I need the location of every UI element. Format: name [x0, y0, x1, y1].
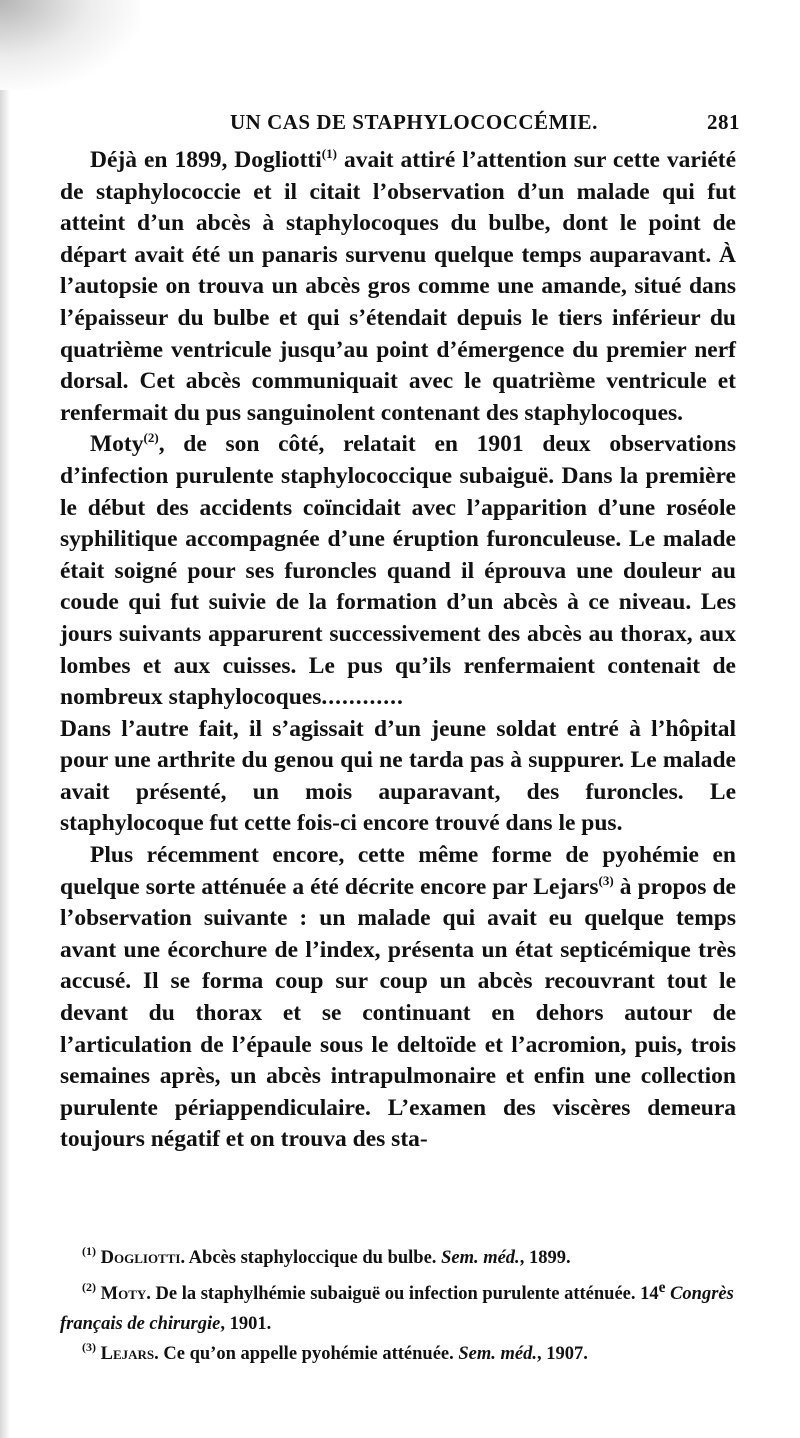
paragraph-text: Plus récemment encore, cette même forme de pyohémie en quelque sorte atténuée a été décrite encore par Lejars — [60, 842, 736, 900]
footnote-ref-3: (3) — [598, 872, 614, 888]
paragraph-soldat — [60, 714, 736, 840]
footnote-marker: (2) — [82, 1280, 96, 1295]
footnote-1 — [60, 1243, 750, 1273]
paragraph-text: , de son côté, relatait en 1901 deux observations d’infection purulente staphylococcique subaiguë. Dans la première le début des accidents coïncidait avec l’apparition d’une roséole syphilitique accompagnée d’une éruption furonculeuse. Le malade était soigné pour ses furoncles quand il éprouva une douleur au coude qui fut suivie de la formation d’un abcès à ce niveau. Les jours suivants apparurent successivement des abcès au thorax, aux lombes et aux cuisses. Le pus qu’ils renfermaient contenait de nombreux staphylocoques — [60, 431, 736, 711]
footnote-ref-1: (1) — [321, 146, 337, 161]
paragraph-moty — [60, 429, 736, 713]
page-number: 281 — [707, 110, 740, 134]
footnote-text: De la staphylhémie subaiguë ou infection purulente atténuée. 14 — [150, 1284, 659, 1305]
scan-shadow-corner — [0, 0, 140, 90]
body-text — [60, 145, 736, 1156]
footnote-2 — [60, 1273, 750, 1339]
footnote-journal: Sem. méd. — [458, 1344, 537, 1365]
paragraph-text: Dans l’autre fait, il s’agissait d’un jeune soldat entré à l’hôpital pour une arthrite du genou qui ne tarda pas à suppurer. Le malade avait présenté, un mois auparavant, des furoncles. Le staphylocoque fut cette fois-ci encore trouvé dans le pus. — [60, 715, 736, 837]
paragraph-text: Déjà en 1899, Dogliotti — [90, 147, 322, 173]
paragraph-lejars — [60, 840, 736, 1156]
footnote-journal: Congrès français de chirurgie — [60, 1284, 734, 1335]
footnote-marker: (3) — [82, 1340, 96, 1355]
footnote-journal: Sem. méd. — [441, 1248, 520, 1268]
paragraph-dogliotti — [60, 145, 736, 429]
leader-dots: ............ — [321, 684, 404, 711]
footnotes — [60, 1243, 750, 1369]
paragraph-text: Moty — [90, 431, 144, 458]
scan-shadow-edge — [0, 90, 10, 1438]
footnote-tail: , 1907. — [537, 1344, 588, 1365]
running-head — [230, 110, 740, 140]
footnote-text: Abcès staphyloccique du bulbe. — [185, 1248, 442, 1268]
footnote-ref-2: (2) — [143, 430, 159, 446]
footnote-author: Dogliotti. — [100, 1248, 186, 1268]
footnote-marker: (1) — [82, 1244, 96, 1258]
footnote-3 — [60, 1339, 750, 1369]
paragraph-text: avait attiré l’attention sur cette variété de staphylococcie et il citait l’observation d’un malade qui fut atteint d’un abcès à staphylocoques du bulbe, dont le point de départ avait été un panaris survenu quelque temps auparavant. À l’autopsie on trouva un abcès gros comme une amande, situé dans l’épaisseur du bulbe et qui s’étendait depuis le tiers inférieur du quatrième ventricule jusqu’au point d’émergence du premier nerf dorsal. Cet abcès communiquait avec le quatrième ventricule et renfermait du pus sanguinolent contenant des staphylocoques. — [60, 147, 737, 426]
footnote-tail: , 1901. — [220, 1314, 272, 1335]
footnote-author: Lejars. — [100, 1344, 159, 1365]
paragraph-text: à propos de l’observation suivante : un malade qui avait eu quelque temps avant une écorchure de l’index, présenta un état septicémique très accusé. Il se forma coup sur coup un abcès recouvrant tout le devant du thorax et se continuant en dehors autour de l’articulation de l’épaule sous le deltoïde et l’acromion, puis, trois semaines après, un abcès intrapulmonaire et enfin une collection purulente périappendiculaire. L’examen des viscères demeura toujours négatif et on trouva des sta- — [60, 873, 736, 1153]
footnote-tail: , 1899. — [519, 1248, 571, 1268]
footnote-ordinal-sup: e — [658, 1279, 666, 1296]
footnote-author: Moty. — [100, 1284, 151, 1305]
running-title: UN CAS DE STAPHYLOCOCCÉMIE. — [230, 110, 598, 134]
footnote-text: Ce qu’on appelle pyohémie atténuée. — [158, 1344, 459, 1365]
